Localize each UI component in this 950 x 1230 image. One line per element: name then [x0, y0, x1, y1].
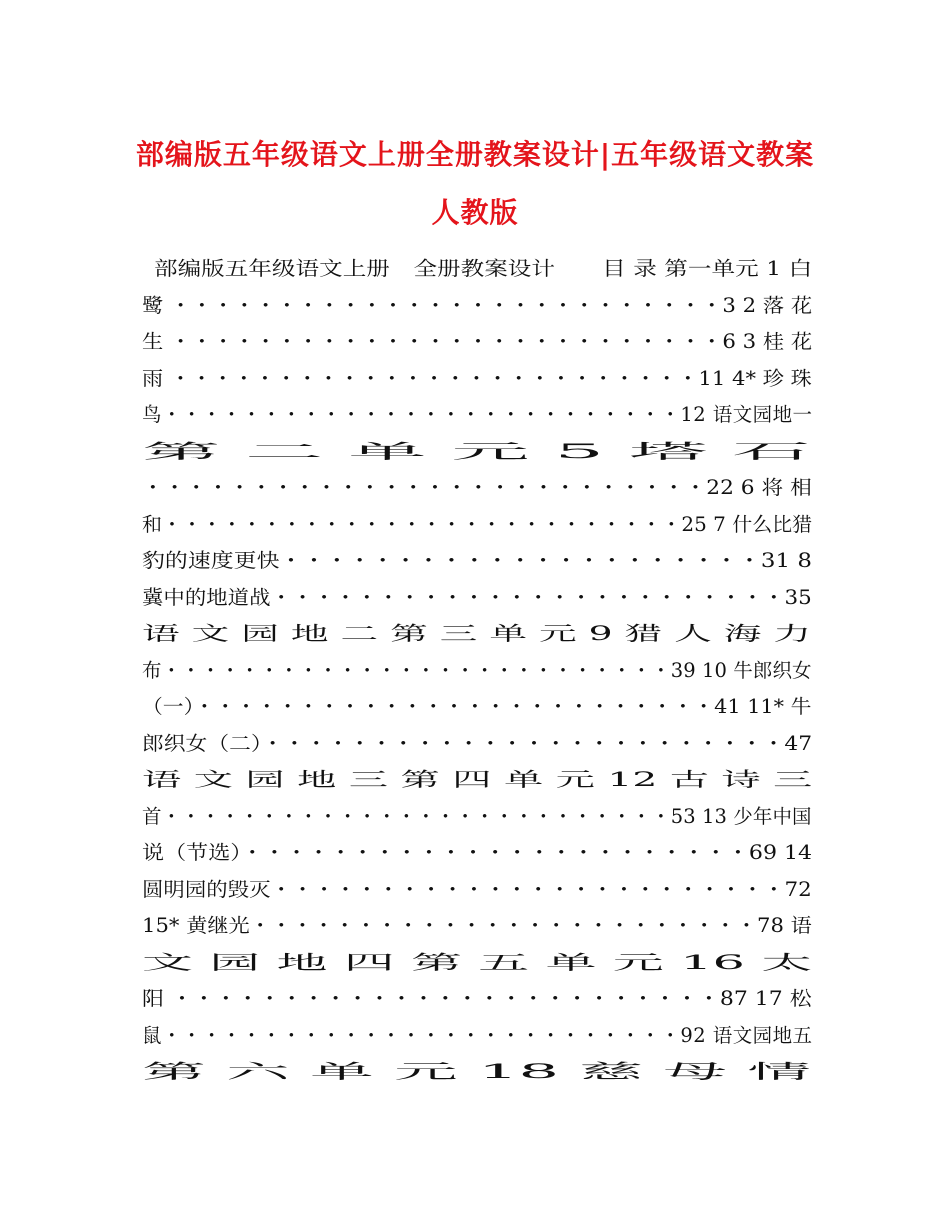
toc-line-text: 说（节选）・・・・・・・・・・・・・・・・・・・・・・・69 14: [142, 841, 813, 864]
toc-line: [142, 872, 812, 909]
toc-line: [142, 835, 812, 872]
toc-line-text: 生 ・・・・・・・・・・・・・・・・・・・・・・・・・・6 3 桂 花: [142, 330, 813, 353]
toc-line-text: ・・・・・・・・・・・・・・・・・・・・・・・・・・22 6 将 相: [142, 476, 812, 499]
toc-line: [142, 616, 812, 653]
toc-line-text: 冀中的地道战・・・・・・・・・・・・・・・・・・・・・・・・35: [142, 585, 812, 609]
toc-line: [142, 689, 812, 726]
document-title-line-2: 人教版: [431, 196, 519, 229]
toc-line-text: 鹭 ・・・・・・・・・・・・・・・・・・・・・・・・・・3 2 落 花: [142, 293, 813, 317]
toc-line-text: （一）・・・・・・・・・・・・・・・・・・・・・・・・・41 11* 牛: [142, 695, 812, 718]
toc-line: [142, 945, 812, 982]
toc-line-text: 和・・・・・・・・・・・・・・・・・・・・・・・・・・25 7 什么比猎: [142, 512, 813, 536]
toc-line: [142, 470, 812, 507]
toc-line-text: 语 文 园 地 二 第 三 单 元 9 猎 人 海 力: [142, 622, 812, 645]
toc-line: [142, 361, 812, 398]
document-title-line-1: 部编版五年级语文上册全册教案设计|五年级语文教案: [135, 138, 815, 171]
toc-line: [142, 1054, 812, 1091]
toc-line-text: 鸟・・・・・・・・・・・・・・・・・・・・・・・・・・12 语文园地一: [142, 403, 813, 426]
toc-line-text: 鼠・・・・・・・・・・・・・・・・・・・・・・・・・・92 语文园地五: [142, 1023, 813, 1047]
toc-line: [142, 580, 812, 617]
toc-line: [142, 981, 812, 1018]
toc-line-text: 郎织女（二）・・・・・・・・・・・・・・・・・・・・・・・・47: [142, 731, 813, 755]
toc-line-text: 雨 ・・・・・・・・・・・・・・・・・・・・・・・・・11 4* 珍 珠: [142, 366, 812, 390]
toc-line: [142, 397, 812, 434]
toc-line: [142, 507, 812, 544]
document-title: [130, 126, 820, 242]
toc-line: [142, 762, 812, 799]
toc-line: [142, 288, 812, 325]
toc-line: [142, 726, 812, 763]
toc-line-text: 布・・・・・・・・・・・・・・・・・・・・・・・・・・39 10 牛郎织女: [142, 658, 812, 682]
toc-line-text: 部编版五年级语文上册 全册教案设计 目 录 第一单元 1 白: [154, 257, 813, 280]
toc-line: [142, 799, 812, 836]
toc-line-text: 第 二 单 元 5 塔 石: [142, 439, 811, 463]
toc-line: [142, 543, 812, 580]
toc-line-text: 阳 ・・・・・・・・・・・・・・・・・・・・・・・・・87 17 松: [142, 987, 812, 1010]
toc-line-text: 语 文 园 地 三 第 四 单 元 12 古 诗 三: [142, 768, 813, 791]
toc-line: [142, 251, 812, 288]
toc-line: [142, 908, 812, 945]
toc-line-text: 文 园 地 四 第 五 单 元 16 太: [142, 950, 813, 974]
toc-line-text: 首・・・・・・・・・・・・・・・・・・・・・・・・・・53 13 少年中国: [142, 804, 812, 828]
toc-line-text: 15* 黄继光・・・・・・・・・・・・・・・・・・・・・・・・78 语: [142, 914, 812, 937]
table-of-contents: [142, 251, 812, 1091]
toc-line-text: 第 六 单 元 18 慈 母 情: [142, 1060, 812, 1083]
toc-line: [142, 653, 812, 690]
toc-line-text: 圆明园的毁灭・・・・・・・・・・・・・・・・・・・・・・・・72: [142, 877, 812, 901]
toc-line-text: 豹的速度更快・・・・・・・・・・・・・・・・・・・・・31 8: [142, 549, 812, 572]
toc-line: [142, 434, 812, 471]
toc-line: [142, 324, 812, 361]
toc-line: [142, 1018, 812, 1055]
